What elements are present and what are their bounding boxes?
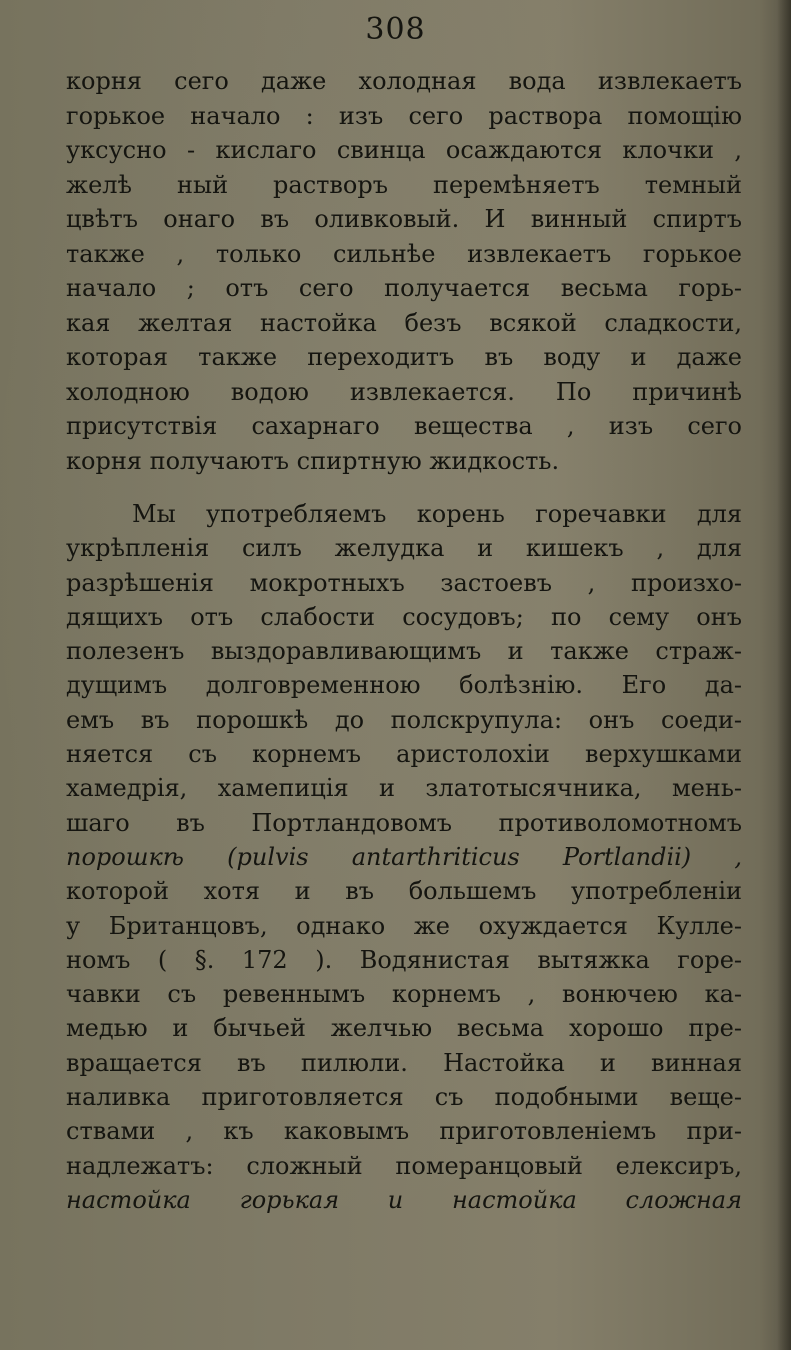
text-line: корня получаютъ спиртную жидкость. xyxy=(66,446,560,475)
text-line: наливка приготовляется съ подобными веще- xyxy=(66,1083,742,1112)
page-number: 308 xyxy=(365,12,426,47)
text-line: укрѣпленія силъ желудка и кишекъ , для xyxy=(66,534,742,563)
text-line: медью и бычьей желчью весьма хорошо пре- xyxy=(66,1014,742,1043)
text-line: горькое начало : изъ сего раствора помощію xyxy=(66,101,742,130)
text-line: номъ ( §. 172 ). Водянистая вытяжка горе- xyxy=(66,945,742,974)
text-line: ствами , къ каковымъ приготовленіемъ при- xyxy=(66,1117,742,1146)
text-line: надлежатъ: сложный померанцовый елексиръ, xyxy=(66,1151,742,1180)
text-line: желѣ ный растворъ перемѣняетъ темный xyxy=(66,170,742,199)
paragraph-2 xyxy=(66,497,742,1217)
text-line: настойка горькая и настойка сложная xyxy=(66,1185,742,1214)
text-line: чавки съ ревеннымъ корнемъ , вонючею ка- xyxy=(66,980,742,1009)
text-line: цвѣтъ онаго въ оливковый. И винный спиртъ xyxy=(66,205,742,233)
page-spine-shadow xyxy=(777,0,791,1350)
text-line: начало ; отъ сего получается весьма горь- xyxy=(66,274,742,302)
text-line: присутствія сахарнаго вещества , изъ сего xyxy=(66,412,742,440)
text-line: уксусно - кислаго свинца осаждаются клочки , xyxy=(66,136,742,164)
text-line: также , только сильнѣе извлекаетъ горькое xyxy=(66,239,742,268)
text-line: хамедрія, хамепиція и златотысячника, мень- xyxy=(66,774,742,803)
text-line: дящихъ отъ слабости сосудовъ; по сему онъ xyxy=(66,602,742,631)
text-line: холодною водою извлекается. По причинѣ xyxy=(66,377,742,406)
text-line: которой хотя и въ большемъ употребленіи xyxy=(66,877,742,906)
text-line: шаго въ Портландовомъ противоломотномъ xyxy=(66,808,742,837)
text-line: корня сего даже холодная вода извлекаетъ xyxy=(66,67,742,95)
text-line: разрѣшенія мокротныхъ застоевъ , произхо- xyxy=(66,568,742,597)
text-line: порошкѣ (pulvis antarthriticus Portlandii) , xyxy=(66,842,742,871)
text-line: которая также переходитъ въ воду и даже xyxy=(66,343,742,371)
text-line: кая желтая настойка безъ всякой сладкости, xyxy=(66,308,742,337)
text-line: емъ въ порошкѣ до полскрупула: онъ соеди- xyxy=(66,705,742,734)
paragraph-1 xyxy=(66,64,742,478)
text-line: Мы употребляемъ корень горечавки для xyxy=(132,500,742,528)
text-line: дущимъ долговременною болѣзнію. Его да- xyxy=(66,671,742,700)
text-line: няется съ корнемъ аристолохіи верхушками xyxy=(66,740,742,769)
text-line: у Британцовъ, однако же охуждается Куллe- xyxy=(66,911,742,940)
text-line: полезенъ выздоравливающимъ и также страж- xyxy=(66,637,742,666)
text-line: вращается въ пилюли. Настойка и винная xyxy=(66,1048,742,1077)
